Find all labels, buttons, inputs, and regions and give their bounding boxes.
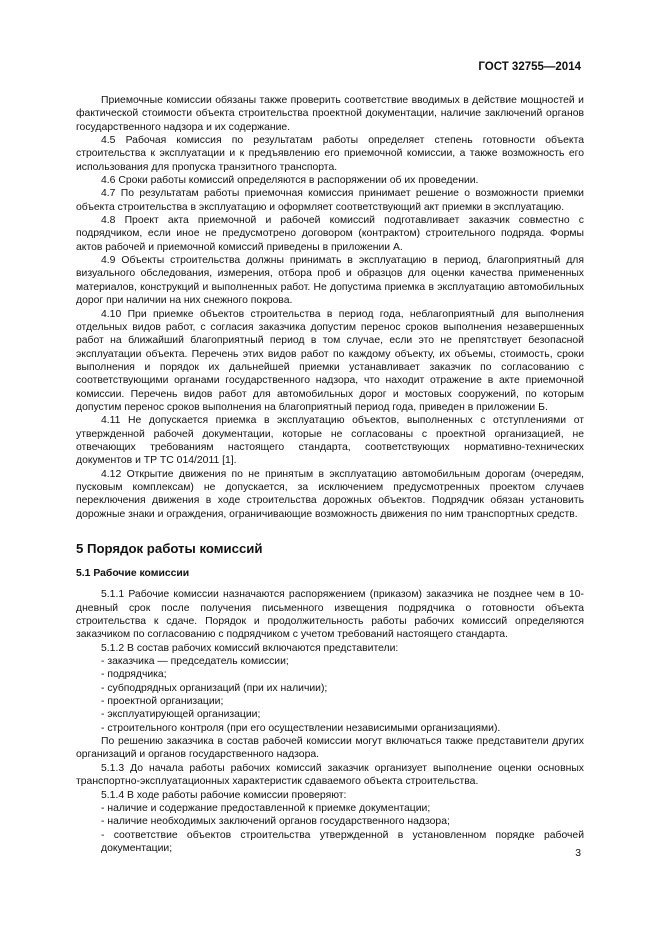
paragraph-4-5: 4.5 Рабочая комиссия по результатам работы определяет степень готовности объекта строительства к эксплуатации и к предъявлению его приемочной комиссии, а также возможность его использования для пропуска транзитного транспорта. — [76, 135, 584, 173]
list-item: - заказчика — председатель комиссии; — [101, 656, 289, 668]
paragraph-5-1-1: 5.1.1 Рабочие комиссии назначаются распоряжением (приказом) заказчика не позднее чем в 10-дневный срок после получения письменного извещения подрядчика о готовности объекта строительства к сдаче. Порядок и продолжительность работы рабочих комиссий определяются заказчиком по согласованию с подрядчиком с учетом требований настоящего стандарта. — [76, 589, 584, 641]
paragraph-5-1-3: 5.1.3 До начала работы рабочих комиссий заказчик организует выполнение оценки основных транспортно-эксплуатационных характеристик сдаваемого объекта строительства. — [76, 762, 584, 788]
paragraph-4-8: 4.8 Проект акта приемочной и рабочей комиссий подготавливает заказчик совместно с подрядчиком, если иное не предусмотрено договором (контрактом) строительного подряда. Формы актов рабочей и приемочной комиссий приведены в приложении А. — [76, 215, 584, 253]
document-code: ГОСТ 32755—2014 — [478, 61, 581, 73]
paragraph: Приемочные комиссии обязаны также проверить соответствие вводимых в действие мощностей и фактической стоимости объекта строительства проектной документации, наличие заключений органов государственного надзора и их содержание. — [76, 95, 584, 133]
paragraph-4-10: 4.10 При приемке объектов строительства в период года, неблагоприятный для выполнения отдельных видов работ, с согласия заказчика допустим перенос сроков выполнения незавершенных работ на ближайший благоприятный период в том случае, если это не препятствует безопасной эксплуатации объекта. Перечень этих видов работ по каждому объекту, их объемы, стоимость, сроки выполнения и порядок их дальнейшей приемки устанавливает заказчик по согласованию с соответствующими органами государственного надзора, что находит отражение в акте приемочной комиссии. Перечень видов работ для автомобильных дорог и мостовых сооружений, по которым допустим перенос сроков выполнения на благоприятный период года, приведен в приложении Б. — [76, 308, 584, 413]
paragraph-5-1-2: 5.1.2 В состав рабочих комиссий включаются представители: — [101, 642, 399, 654]
paragraph-5-1-2-continued: По решению заказчика в состав рабочей комиссии могут включаться также представители других организаций и органов государственного надзора. — [76, 736, 584, 761]
paragraph-4-9: 4.9 Объекты строительства должны принимать в эксплуатацию в период, благоприятный для визуального обследования, измерения, отбора проб и образцов для оценки качества примененных материалов, конструкций и выполненных работ. Не допустима приемка в эксплуатацию автомобильных дорог при наличии на них снежного покрова. — [76, 255, 584, 307]
list-item: - строительного контроля (при его осуществлении независимыми организациями). — [101, 722, 501, 734]
list-item: - соответствие объектов строительства утвержденной в установленном порядке рабочей документации; — [101, 829, 584, 854]
list-item: - наличие необходимых заключений органов государственного надзора; — [101, 816, 450, 828]
page-content — [76, 94, 584, 855]
list-item: - наличие и содержание предоставленной к приемке документации; — [101, 802, 431, 814]
list-item: - проектной организации; — [101, 696, 224, 708]
subsection-title: 5.1 Рабочие комиссии — [76, 568, 190, 579]
paragraph-4-7: 4.7 По результатам работы приемочная комиссия принимает решение о возможности приемки объекта строительства в эксплуатацию и оформляет соответствующий акт приемки в эксплуатацию. — [76, 188, 584, 213]
section-title: 5 Порядок работы комиссий — [76, 541, 263, 556]
paragraph-4-11: 4.11 Не допускается приемка в эксплуатацию объектов, выполненных с отступлениями от утвержденной рабочей документации, которые не согласованы с проектной организацией, не отвечающих требованиям настоящего стандарта, соответствующих нормативно-технических документов и ТР ТС 014/2011 [1]. — [76, 415, 584, 467]
page-number: 3 — [575, 848, 581, 859]
paragraph-4-12: 4.12 Открытие движения по не принятым в эксплуатацию автомобильным дорогам (очередям, пусковым комплексам) не допускается, за исключением предусмотренных проектом случаев переключения движения в ходе строительства дорожных объектов. Подрядчик обязан установить дорожные знаки и ограждения, ограничивающие возможность движения по ним транспортных средств. — [76, 468, 584, 520]
list-item: - подрядчика; — [101, 669, 167, 681]
paragraph-4-6: 4.6 Сроки работы комиссий определяются в распоряжении об их проведении. — [101, 175, 479, 187]
list-item: - эксплуатирующей организации; — [101, 709, 261, 721]
list-item: - субподрядных организаций (при их наличии); — [101, 682, 328, 694]
paragraph-5-1-4: 5.1.4 В ходе работы рабочие комиссии проверяют: — [101, 789, 347, 801]
